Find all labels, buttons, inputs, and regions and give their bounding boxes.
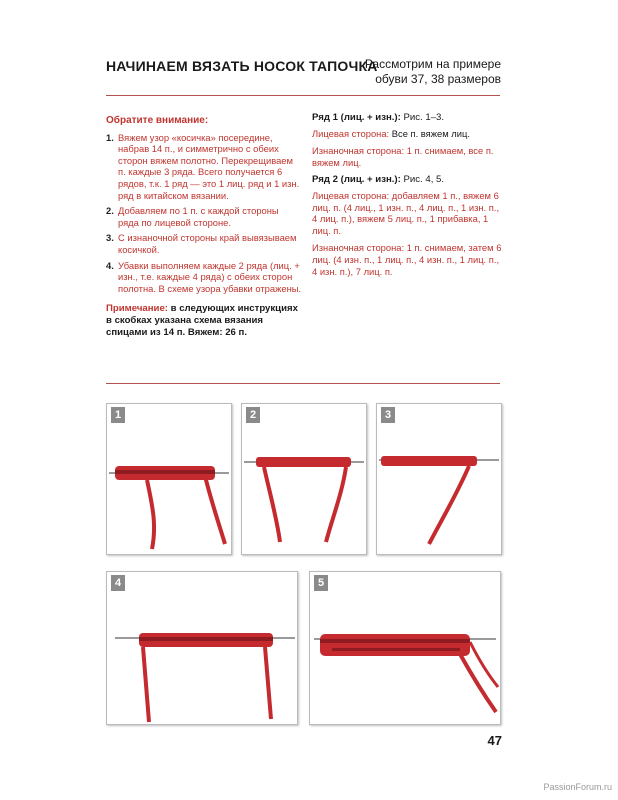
note-label: Примечание: <box>106 303 168 315</box>
page-title: НАЧИНАЕМ ВЯЗАТЬ НОСОК ТАПОЧКА <box>106 58 378 74</box>
page-number: 47 <box>487 733 502 748</box>
list-item: 2. Добавляем по 1 п. с каждой стороны ряда по лицевой стороне. <box>106 205 279 228</box>
photo-1 <box>106 403 232 555</box>
knitting-photo-4 <box>107 572 297 724</box>
right-column <box>312 112 502 283</box>
photo-label: 3 <box>381 407 395 423</box>
photo-3 <box>376 403 502 555</box>
left-column <box>106 115 302 339</box>
photo-label: 5 <box>314 575 328 591</box>
page-subtitle <box>365 57 501 87</box>
knitting-photo-1 <box>107 404 231 554</box>
row1-back: Изнаночная сторона: 1 п. снимаем, все п. вяжем лиц. <box>312 145 494 168</box>
row2-back: Изнаночная сторона: 1 п. снимаем, затем 6 лиц. (4 изн. п., 1 лиц. п., 4 изн. п., 1 лиц. п., 4 изн. п.), 7 лиц. п. <box>312 242 502 277</box>
note-text: в следующих инструкциях в скобках указана схема вязания спицами из 14 п. Вяжем: 26 п. <box>106 303 298 339</box>
photo-label: 4 <box>111 575 125 591</box>
knitting-photo-3 <box>377 404 501 554</box>
notes-list <box>106 132 302 295</box>
note-paragraph <box>106 303 302 339</box>
photo-label: 1 <box>111 407 125 423</box>
row2-face: Лицевая сторона: добавляем 1 п., вяжем 6 лиц. п. (4 лиц., 1 изн. п., 4 лиц. п., 1 изн. п., 4 лиц. п.), вяжем 5 лиц. п., 1 прибавка, 1 лиц. п. <box>312 189 500 236</box>
watermark: PassionForum.ru <box>543 782 612 792</box>
knitting-photo-2 <box>242 404 366 554</box>
attention-title: Обратите внимание: <box>106 115 209 126</box>
photo-5 <box>309 571 501 725</box>
photo-2 <box>241 403 367 555</box>
section-rule <box>106 383 500 384</box>
list-item: 1. Вяжем узор «косичка» посередине, набрав 14 п., и симметрично с обеих сторон вяжем полотно. Перекрещиваем п. каждые 3 ряда. Всего получается 6 рядов, т.к. 1 ряд — это 1 лиц. ряд и 1 изн. ряд в китайском вязании. <box>106 131 300 201</box>
header-rule <box>106 95 500 96</box>
row1-heading: Ряд 1 (лиц. + изн.): Рис. 1–3. <box>312 112 445 123</box>
list-item: 3. С изнаночной стороны край вывязываем косичкой. <box>106 232 297 255</box>
subtitle-line-2: обуви 37, 38 размеров <box>375 72 501 86</box>
row1-face: Лицевая сторона: Все п. вяжем лиц. <box>312 127 470 139</box>
row2-heading: Ряд 2 (лиц. + изн.): Рис. 4, 5. <box>312 174 445 186</box>
photo-4 <box>106 571 298 725</box>
photo-label: 2 <box>246 407 260 423</box>
subtitle-line-1: Рассмотрим на примере <box>364 57 501 71</box>
knitting-photo-5 <box>310 572 500 724</box>
list-item: 4. Убавки выполняем каждые 2 ряда (лиц. + изн., т.е. каждые 4 ряда) с обеих сторон полотна. В схеме узора убавки отражены. <box>106 259 302 294</box>
